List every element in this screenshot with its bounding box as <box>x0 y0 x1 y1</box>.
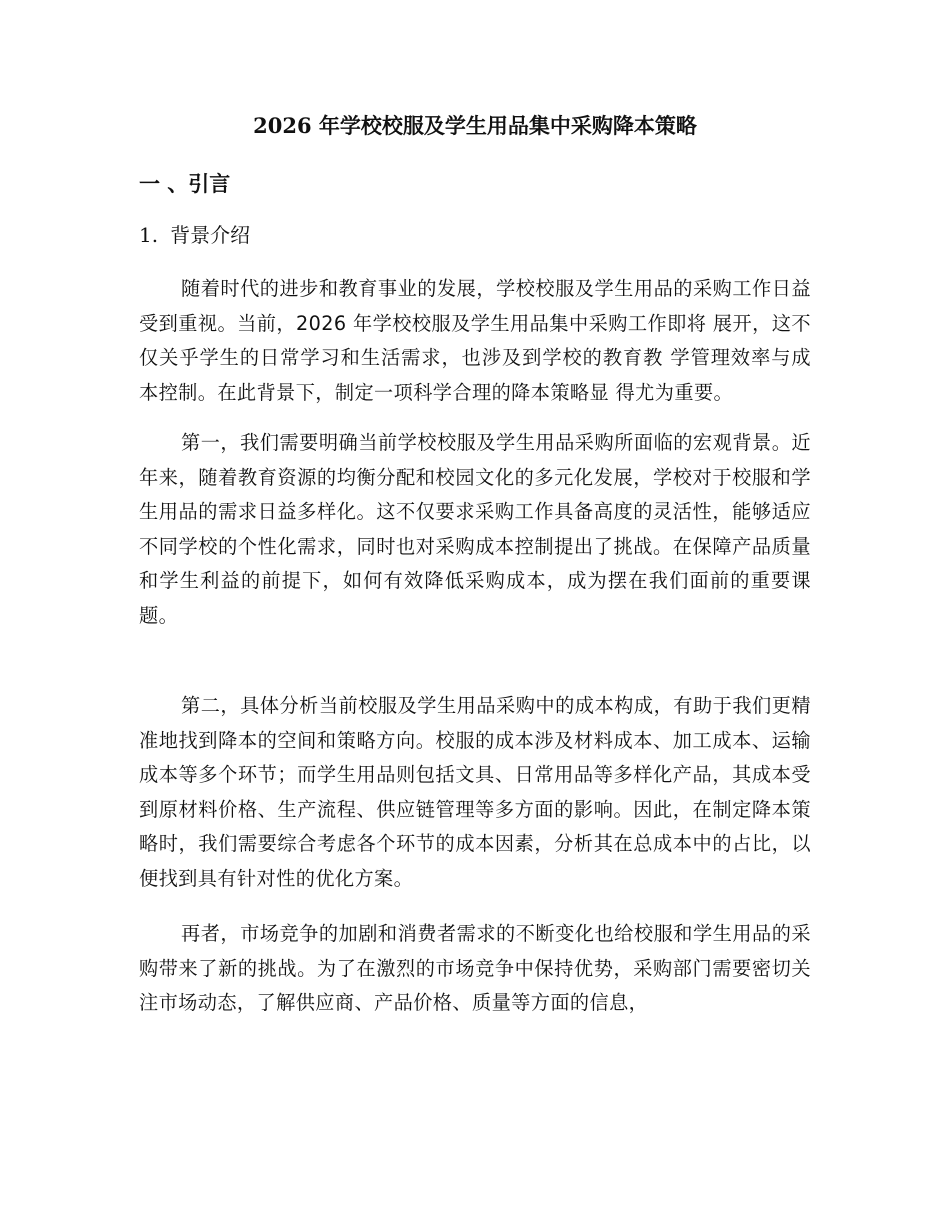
paragraph-2: 第一，我们需要明确当前学校校服及学生用品采购所面临的宏观背景。近年来，随着教育资源的均衡分配和校园文化的多元化发展，学校对于校服和学生用品的需求日益多样化。这不仅要求采购工作具备高度的灵活性，能够适应不同学校的个性化需求，同时也对采购成本控制提出了挑战。在保障产品质量和学生利益的前提下，如何有效降低采购成本，成为摆在我们面前的重要课题。 <box>139 431 811 627</box>
paragraph-1: 随着时代的进步和教育事业的发展，学校校服及学生用品的采购工作日益受到重视。当前，2026 年学校校服及学生用品集中采购工作即将 展开，这不仅关乎学生的日常学习和生活需求，也涉及到学校的教育教 学管理效率与成本控制。在此背景下，制定一项科学合理的降本策略显 得尤为重要。 <box>139 277 811 404</box>
section-heading-introduction: 一 、引言 <box>139 172 231 196</box>
paragraph-3: 第二，具体分析当前校服及学生用品采购中的成本构成，有助于我们更精准地找到降本的空间和策略方向。校服的成本涉及材料成本、加工成本、运输成本等多个环节；而学生用品则包括文具、日常用品等多样化产品，其成本受到原材料价格、生产流程、供应链管理等多方面的影响。因此，在制定降本策略时，我们需要综合考虑各个环节的成本因素，分析其在总成本中的占比，以便找到具有针对性的优化方案。 <box>139 694 811 890</box>
subsection-title: 背景介绍 <box>170 223 251 247</box>
paragraph-4: 再者，市场竞争的加剧和消费者需求的不断变化也给校服和学生用品的采购带来了新的挑战。为了在激烈的市场竞争中保持优势，采购部门需要密切关注市场动态，了解供应商、产品价格、质量等方面的信息， <box>139 922 811 1014</box>
document-title: 2026 年学校校服及学生用品集中采购降本策略 <box>253 113 697 138</box>
subsection-heading-background <box>139 219 250 251</box>
subsection-number: 1. <box>139 223 159 247</box>
